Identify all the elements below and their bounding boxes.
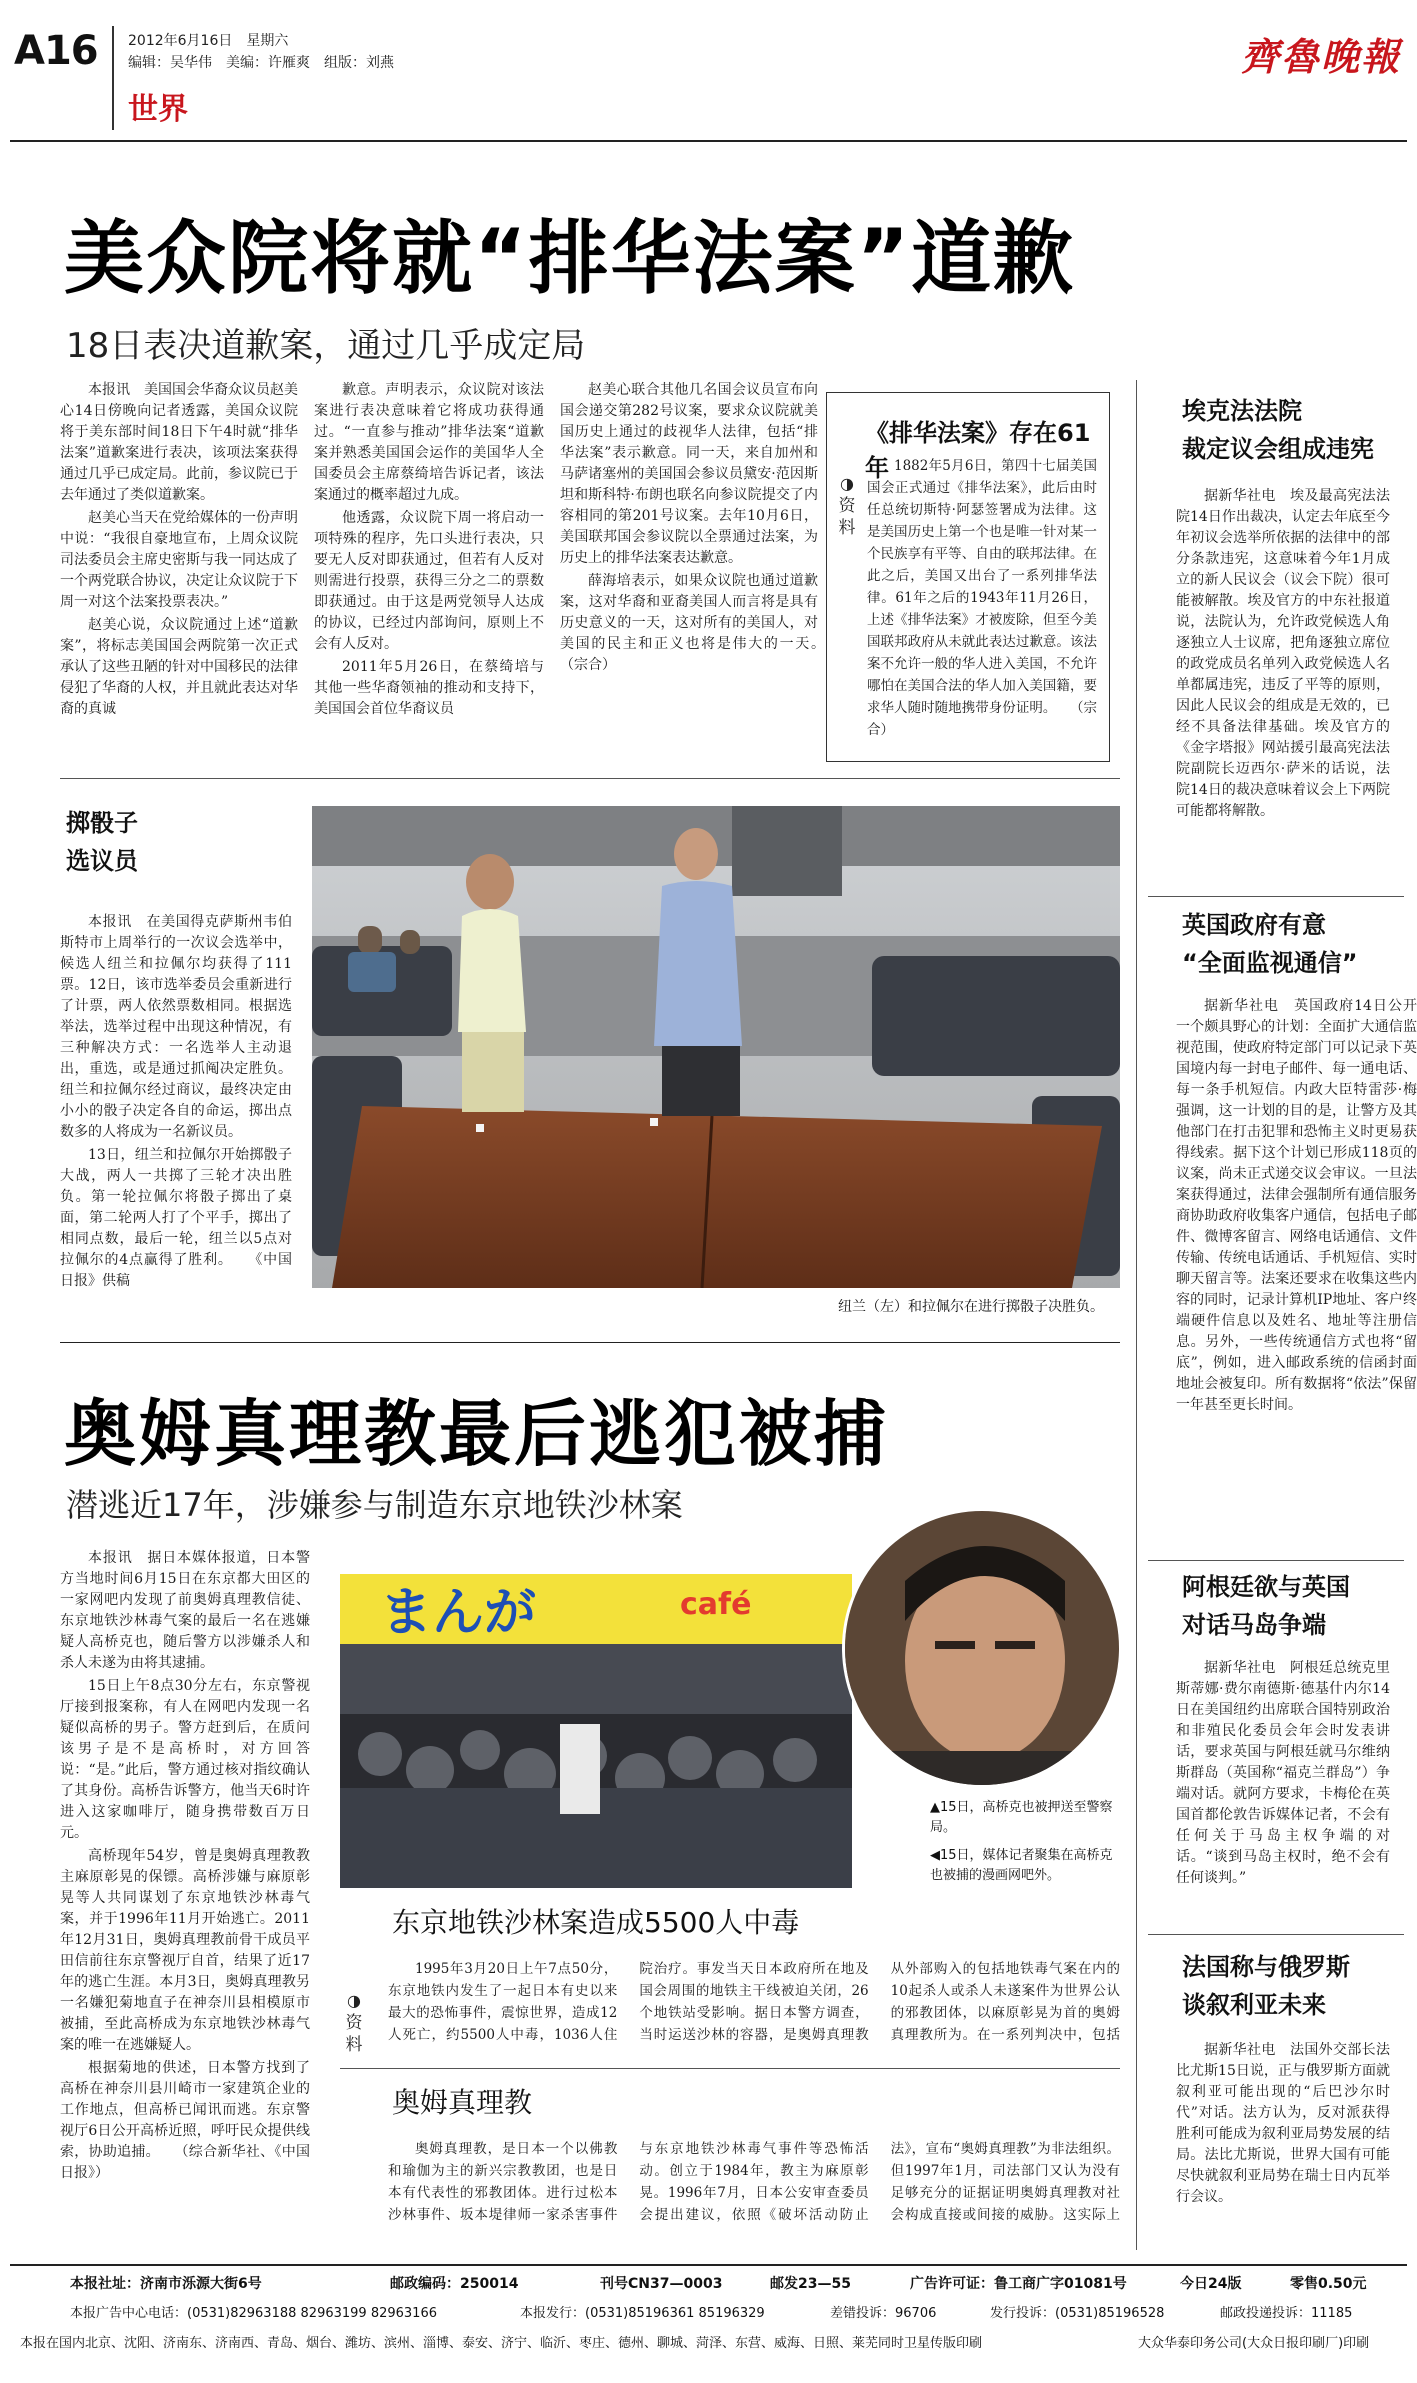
right-item-divider [1148,1934,1404,1935]
editor-credits: 编辑：吴华伟 美编：许雁爽 组版：刘燕 [128,55,394,71]
paragraph: 他透露，众议院下周一将启动一项特殊的程序，先口头进行表决，只要无人反对即获通过，但若有人反对则需进行投票，获得三分之二的票数即获通过。由于这是两党领导人达成的协议，已经过内部询问，原则上不会有人反对。 [314,510,544,652]
right-item-divider [1148,896,1404,897]
issue-date: 2012年6月16日 [128,33,233,49]
info-bullet-icon: ◑ [840,474,854,493]
history-box-label: ◑ 资料 [838,474,856,538]
article3-text [60,1548,310,2246]
footer-row-3: 本报在国内北京、沈阳、济南东、济南西、青岛、烟台、潍坊、滨州、淄博、泰安、济宁、临沂、枣庄、德州、聊城、菏泽、东营、威海、日照、莱芜同时卫星传版印刷 大众华泰印务公司(大众日报印刷厂)印刷 [20,2336,1370,2351]
footer-row-1: 本报社址：济南市泺源大街6号 邮政编码：250014 刊号CN37—0003 邮发23—55 广告许可证：鲁工商广字01081号 今日24版 零售0.50元 [70,2276,1367,2292]
egypt-title: 埃克法法院 裁定议会组成违宪 [1182,397,1374,463]
history-box [826,392,1110,762]
dice-photo-caption: 纽兰（左）和拉佩尔在进行掷骰子决胜负。 [838,1299,1104,1315]
arrest-caption-1: ▲15日，高桥克也被押送至警察局。 [930,1800,1113,1835]
article2-title: 掷骰子 选议员 [66,809,138,875]
header-divider [112,26,114,130]
page-number: A16 [14,28,98,74]
crowd-image [340,1574,852,1888]
paragraph: 歉意。声明表示，众议院对该法案进行表决意味着它将成功获得通过。“一直参与推动”排华法案“道歉案并熟悉美国国会运作的美国华人全国委员会主席蔡绮培告诉记者，该法案通过的概率超过九成。 [314,382,544,503]
paragraph: 根据菊地的供述，日本警方找到了高桥在神奈川县川崎市一家建筑企业的工作地点，但高桥已闻讯而逃。东京警视厅6日公开高桥近照，呼吁民众提供线索，协助追捕。 （综合新华社、《中国日报》） [60,2060,310,2181]
dice-photo [312,806,1120,1288]
history-box-title: 《排华法案》存在61年 [865,419,1091,482]
section-name: 世界 [128,92,188,127]
article-divider [60,778,1120,779]
sarin-box-divider [340,2068,1120,2069]
footer-rule [10,2264,1407,2266]
paragraph: 赵美心说，众议院通过上述“道歉案”，将标志美国国会两院第一次正式承认了这些丑陋的针对中国移民的法律侵犯了华裔的人权，并且就此表达对华裔的真诚 [60,617,298,717]
header-meta [128,30,394,74]
argentina-title: 阿根廷欲与英国 对话马岛争端 [1182,1573,1350,1639]
argentina-text: 据新华社电 阿根廷总统克里斯蒂娜·费尔南德斯·德基什内尔14日在美国纽约出席联合国特别政治和非殖民化委员会年会时发表讲话，要求英国与阿根廷就马尔维纳斯群岛（英国称“福克兰群岛”）争端对话。就阿方要求，卡梅伦在英国首都伦敦告诉媒体记者，不会有任何关于马岛主权争端的对话。“谈到马岛主权时，绝不会有任何谈判。” [1176,1660,1390,1886]
suspect-face-image [845,1511,1122,1788]
paragraph: 13日，纽兰和拉佩尔开始掷骰子大战，两人一共掷了三轮才决出胜负。第一轮拉佩尔将骰子掷出了桌面，第二轮两人打了个平手，掷出了相同点数，最后一轮，纽兰以5点对拉佩尔的4点赢得了胜利。 《中国日报》供稿 [60,1147,292,1289]
paragraph: 本报讯 美国国会华裔众议员赵美心14日傍晚向记者透露，美国众议院将于美东部时间18日下午4时就“排华法案”道歉案进行表决，该项法案获得通过几乎已成定局。此前，参议院已于去年通过了类似道歉案。 [60,382,298,503]
egypt-text: 据新华社电 埃及最高宪法法院14日作出裁决，认定去年底至今年初议会选举所依据的法律中的部分条款违宪，这意味着今年1月成立的新人民议会（议会下院）很可能被解散。埃及官方的中东社报道说，法院认为，允许政党候选人角逐独立人士议席，把角逐独立席位的政党成员名单列入政党候选人名单都属违宪，违反了平等的原则，因此人民议会的组成是无效的，已经不具备法律基础。埃及官方的《金字塔报》网站援引最高宪法法院副院长迈西尔·萨米的话说，法院14日的裁决意味着议会上下两院可能都将解散。 [1176,488,1390,819]
paragraph: 薛海培表示，如果众议院也通过道歉案，这对华裔和亚裔美国人而言将是具有历史意义的一天，这对所有的美国人，对美国的民主和正义也将是伟大的一天。 （宗合） [560,573,818,673]
right-item-divider [1148,1560,1404,1561]
article3-subhead: 潜逃近17年，涉嫌参与制造东京地铁沙林案 [66,1486,683,1524]
right-column-divider [1136,380,1137,2250]
info-bullet-icon: ◑ [347,1991,361,2010]
sarin-box-title: 东京地铁沙林案造成5500人中毒 [392,1906,800,1939]
sarin-box-label: ◑ 资料 [345,1991,363,2055]
article1-headline: 美众院将就“排华法案”道歉 [64,212,1076,305]
article1-column-2 [314,380,544,764]
article1-column-3 [560,380,818,764]
arrest-caption-2: ◀15日，媒体记者聚集在高桥克也被捕的漫画网吧外。 [930,1848,1113,1883]
footer-row-2: 本报广告中心电话：(0531)82963188 82963199 82963166 本报发行：(0531)85196361 85196329 差错投诉：96706 发行投诉：(0531)85196528 邮政投递投诉：11185 [70,2306,1353,2321]
france-text: 据新华社电 法国外交部长法比尤斯15日说，正与俄罗斯方面就叙利亚可能出现的“后巴沙尔时代”对话。法方认为，反对派获得胜利可能成为叙利亚局势发展的结局。法比尤斯说，世界大国有可能尽快就叙利亚局势在瑞士日内瓦举行会议。 [1176,2042,1390,2205]
article2-bottom-rule [60,1342,1120,1343]
paragraph: 本报讯 在美国得克萨斯州韦伯斯特市上周举行的一次议会选举中，候选人纽兰和拉佩尔均获得了111票。12日，该市选举委员会重新进行了计票，两人依然票数相同。根据选举法，选举过程中出现这种情况，有三种解决方式：一名选举人主动退出，重选，或是通过抓阄决定胜负。纽兰和拉佩尔经过商议，最终决定由小小的骰子决定各自的命运，掷出点数多的人将成为一名新议员。 [60,914,292,1140]
issue-weekday: 星期六 [246,33,289,49]
suspect-portrait [842,1508,1122,1788]
paragraph: 高桥现年54岁，曾是奥姆真理教教主麻原彰晃的保镖。高桥涉嫌与麻原彰晃等人共同谋划了东京地铁沙林毒气案，并于1996年11月开始逃亡。2011年12月31日，奥姆真理教前骨干成员平田信前往东京警视厅自首，结果了近17年的逃亡生涯。本月3日，奥姆真理教另一名嫌犯菊地直子在神奈川县相模原市被捕，至此高桥成为东京地铁沙林毒气案的唯一在逃嫌疑人。 [60,1848,310,2053]
shop-sign-text: まんが [380,1583,537,1643]
article1-column-1 [60,380,298,764]
page-header [0,0,1417,140]
article2-text [60,912,292,1332]
header-rule [10,140,1407,142]
article3-headline: 奥姆真理教最后逃犯被捕 [64,1392,890,1476]
uk-text: 据新华社电 英国政府14日公开一个颇具野心的计划：全面扩大通信监视范围，使政府特定部门可以记录下英国境内每一封电子邮件、每一通电话、每一条手机短信。内政大臣特雷莎·梅强调，这一计划的目的是，让警方及其他部门在打击犯罪和恐怖主义时更易获得线索。据下这个计划已形成118页的议案，尚未正式递交议会审议。一旦法案获得通过，法律会强制所有通信服务商协助政府收集客户通信，包括电子邮件、微博客留言、网络电话通信、文件传输、传统电话通话、手机短信、实时聊天留言等。法案还要求在收集这些内容的同时，记录计算机IP地址、客户终端硬件信息以及姓名、地址等注册信息。另外，一些传统通信方式也将“留底”，例如，进入邮政系统的信函封面地址会被复印。所有数据将“依法”保留一年甚至更长时间。 [1176,998,1417,1413]
paragraph: 本报讯 据日本媒体报道，日本警方当地时间6月15日在东京都大田区的一家网吧内发现了前奥姆真理教信徒、东京地铁沙林毒气案的最后一名在逃嫌疑人高桥克也，随后警方以涉嫌杀人和杀人未遂为由将其逮捕。 [60,1550,310,1671]
sarin-box-text: 1995年3月20日上午7点50分，东京地铁内发生了一起日本有史以来最大的恐怖事件，震惊世界，造成12人死亡，约5500人中毒，1036人住院治疗。事发当天日本政府所在地及国会周围的地铁主干线被迫关闭，26个地铁站受影响。据日本警方调查，当时运送沙林的容器，是奥姆真理教从外部购入的包括地铁毒气案在内的10起杀人或杀人未遂案件为世界公认的邪教团体，以麻原彰晃为首的奥姆真理教所为。在一系列判决中，包括 [388,1961,1120,2043]
article1-subhead: 18日表决道歉案，通过几乎成定局 [66,326,586,366]
aum-box-title: 奥姆真理教 [392,2086,533,2119]
paragraph: 2011年5月26日，在蔡绮培与其他一些华裔领袖的推动和支持下，美国国会首位华裔议员 [314,659,544,717]
council-chamber-image [312,806,1120,1288]
history-box-text: 1882年5月6日，第四十七届美国国会正式通过《排华法案》，此后由时任总统切斯特·阿瑟签署成为法律。这是美国历史上第一个也是唯一针对某一个民族享有平等、自由的联邦法律。在此之后，美国又出台了一系列排华法律。61年之后的1943年11月26日，上述《排华法案》才被废除，但至今美国联邦政府从未就此表达过歉意。该法案不允许一般的华人进入美国，不允许哪怕在美国合法的华人加入美国籍，要求华人随时随地携带身份证明。 （宗合） [867,458,1097,738]
uk-title: 英国政府有意 “全面监视通信” [1182,911,1358,977]
aum-box-text: 奥姆真理教，是日本一个以佛教和瑜伽为主的新兴宗教教团，也是日本有代表性的邪教团体。进行过松本沙林事件、坂本堤律师一家杀害事件与东京地铁沙林毒气事件等恐怖活动。创立于1984年，教主为麻原彰晃。1996年7月，日本公安审查委员会提出建议，依照《破坏活动防止法》，宣布“奥姆真理教”为非法组织。但1997年1月，司法部门又认为没有足够充分的证据证明奥姆真理教对社会构成直接或间接的威胁。这实际上 [388,2141,1120,2223]
paragraph: 赵美心联合其他几名国会议员宣布向国会递交第282号议案，要求众议院就美国历史上通过的歧视华人法律，包括“排华法案”表示歉意。同一天，来自加州和马萨诸塞州的美国国会参议员黛安·范因斯坦和斯科特·布朗也联名向参议院提交了内容相同的第201号议案。去年10月6日，美国联邦国会参议院以全票通过法案，为历史上的排华法案表达歉意。 [560,382,818,566]
france-title: 法国称与俄罗斯 谈叙利亚未来 [1182,1953,1350,2019]
shop-sign-cafe: café [680,1587,752,1622]
newspaper-logo: 齊魯晚報 [1240,34,1401,79]
paragraph: 15日上午8点30分左右，东京警视厅接到报案称，有人在网吧内发现一名疑似高桥的男子。警方赶到后，在质问该男子是不是高桥时，对方回答说：“是。”此后，警方通过核对指纹确认了其身份。高桥告诉警方，他当天6时许进入这家咖啡厅，随身携带数百万日元。 [60,1678,310,1841]
paragraph: 赵美心当天在党给媒体的一份声明中说：“我很自豪地宣布，上周众议院司法委员会主席史密斯与我一同达成了一个两党联合协议，决定让众议院于下周一对这个法案投票表决。” [60,510,298,610]
arrest-scene-photo [340,1574,852,1888]
